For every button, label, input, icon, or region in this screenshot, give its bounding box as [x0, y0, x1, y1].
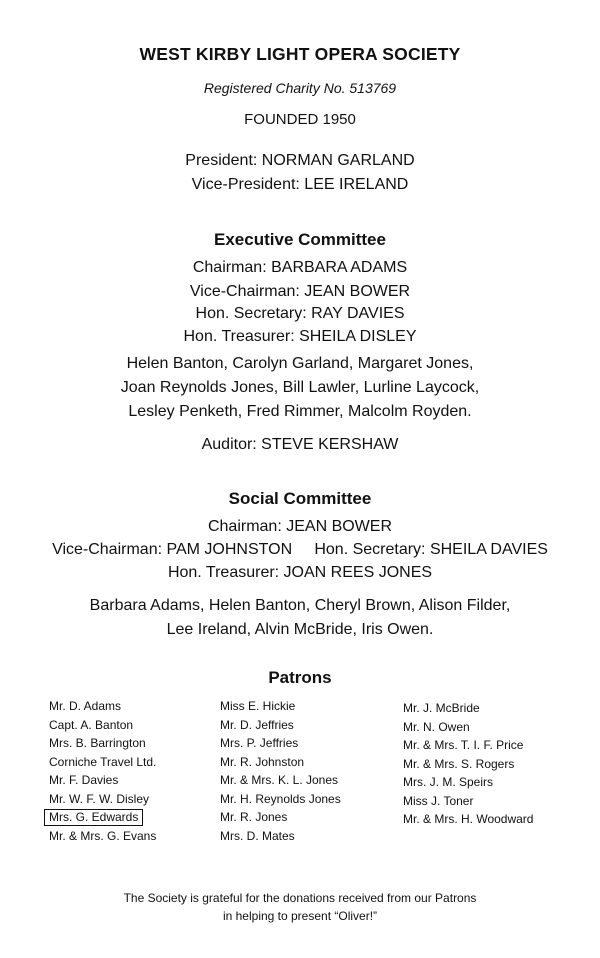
social-vice-chairman-secretary: Vice-Chairman: PAM JOHNSTON Hon. Secretary: SHEILA DAVIES [52, 541, 548, 558]
executive-vice-chairman: Vice-Chairman: JEAN BOWER [189, 283, 411, 300]
patron-name: Mrs. D. Mates [220, 828, 295, 843]
patron-name: Mr. W. F. W. Disley [49, 791, 150, 806]
social-treasurer: Hon. Treasurer: JOAN REES JONES [167, 564, 433, 581]
executive-members-line: Joan Reynolds Jones, Bill Lawler, Lurline Laycock, [120, 379, 480, 396]
social-chairman: Chairman: JEAN BOWER [207, 518, 393, 535]
executive-chairman: Chairman: BARBARA ADAMS [192, 259, 408, 276]
social-members [0, 594, 600, 642]
auditor: Auditor: STEVE KERSHAW [201, 436, 399, 453]
patron-name: Mrs. J. M. Speirs [403, 775, 494, 789]
patron-name: Miss E. Hickie [220, 699, 296, 713]
footer-note [0, 889, 600, 925]
patron-name: Mr. & Mrs. G. Evans [49, 828, 157, 843]
patron-name: Mrs. B. Barrington [49, 736, 146, 750]
patron-name: Mr. H. Reynolds Jones [220, 791, 341, 806]
patron-name: Mr. J. McBride [403, 701, 480, 715]
executive-members-line: Helen Banton, Carolyn Garland, Margaret Jones, [126, 355, 474, 372]
social-members-line: Barbara Adams, Helen Banton, Cheryl Brown, Alison Filder, [89, 597, 511, 614]
executive-committee-heading: Executive Committee [214, 230, 386, 249]
patron-name: Mr. F. Davies [49, 773, 119, 787]
patron-name: Mr. & Mrs. S. Rogers [403, 756, 515, 771]
patron-name: Mr. D. Jeffries [220, 717, 294, 732]
patron-name: Mr. D. Adams [49, 699, 122, 713]
patron-name: Mr. R. Jones [220, 810, 288, 824]
patron-name: Capt. A. Banton [49, 717, 134, 732]
patron-name: Mr. N. Owen [403, 719, 470, 734]
patrons-column-3 [403, 699, 533, 829]
executive-treasurer: Hon. Treasurer: SHEILA DISLEY [183, 328, 417, 345]
patron-name-boxed: Mrs. G. Edwards [44, 809, 143, 826]
patron-name: Mrs. P. Jeffries [220, 736, 299, 750]
patron-name: Miss J. Toner [403, 793, 474, 808]
charity-number: Registered Charity No. 513769 [203, 80, 397, 96]
patron-name: Corniche Travel Ltd. [49, 754, 157, 769]
patron-name: Mr. & Mrs. T. I. F. Price [403, 738, 524, 752]
patrons-column-1 [49, 697, 156, 845]
executive-members [0, 352, 600, 424]
patron-name: Mr. & Mrs. H. Woodward [403, 812, 534, 826]
patrons-heading: Patrons [268, 668, 332, 687]
founded-year: FOUNDED 1950 [244, 111, 356, 128]
footer-line-1: The Society is grateful for the donations received from our Patrons [123, 891, 477, 905]
patron-name: Mr. & Mrs. K. L. Jones [220, 773, 339, 787]
footer-line-2: in helping to present “Oliver!” [222, 909, 378, 923]
social-members-line: Lee Ireland, Alvin McBride, Iris Owen. [166, 621, 434, 638]
society-title: WEST KIRBY LIGHT OPERA SOCIETY [139, 44, 461, 64]
social-committee-heading: Social Committee [228, 489, 372, 508]
executive-members-line: Lesley Penketh, Fred Rimmer, Malcolm Royden. [128, 403, 472, 420]
vice-president: Vice-President: LEE IRELAND [191, 176, 409, 193]
patron-name: Mr. R. Johnston [220, 754, 305, 769]
president: President: NORMAN GARLAND [185, 152, 415, 169]
executive-secretary: Hon. Secretary: RAY DAVIES [195, 305, 405, 322]
patrons-column-2 [220, 697, 341, 845]
